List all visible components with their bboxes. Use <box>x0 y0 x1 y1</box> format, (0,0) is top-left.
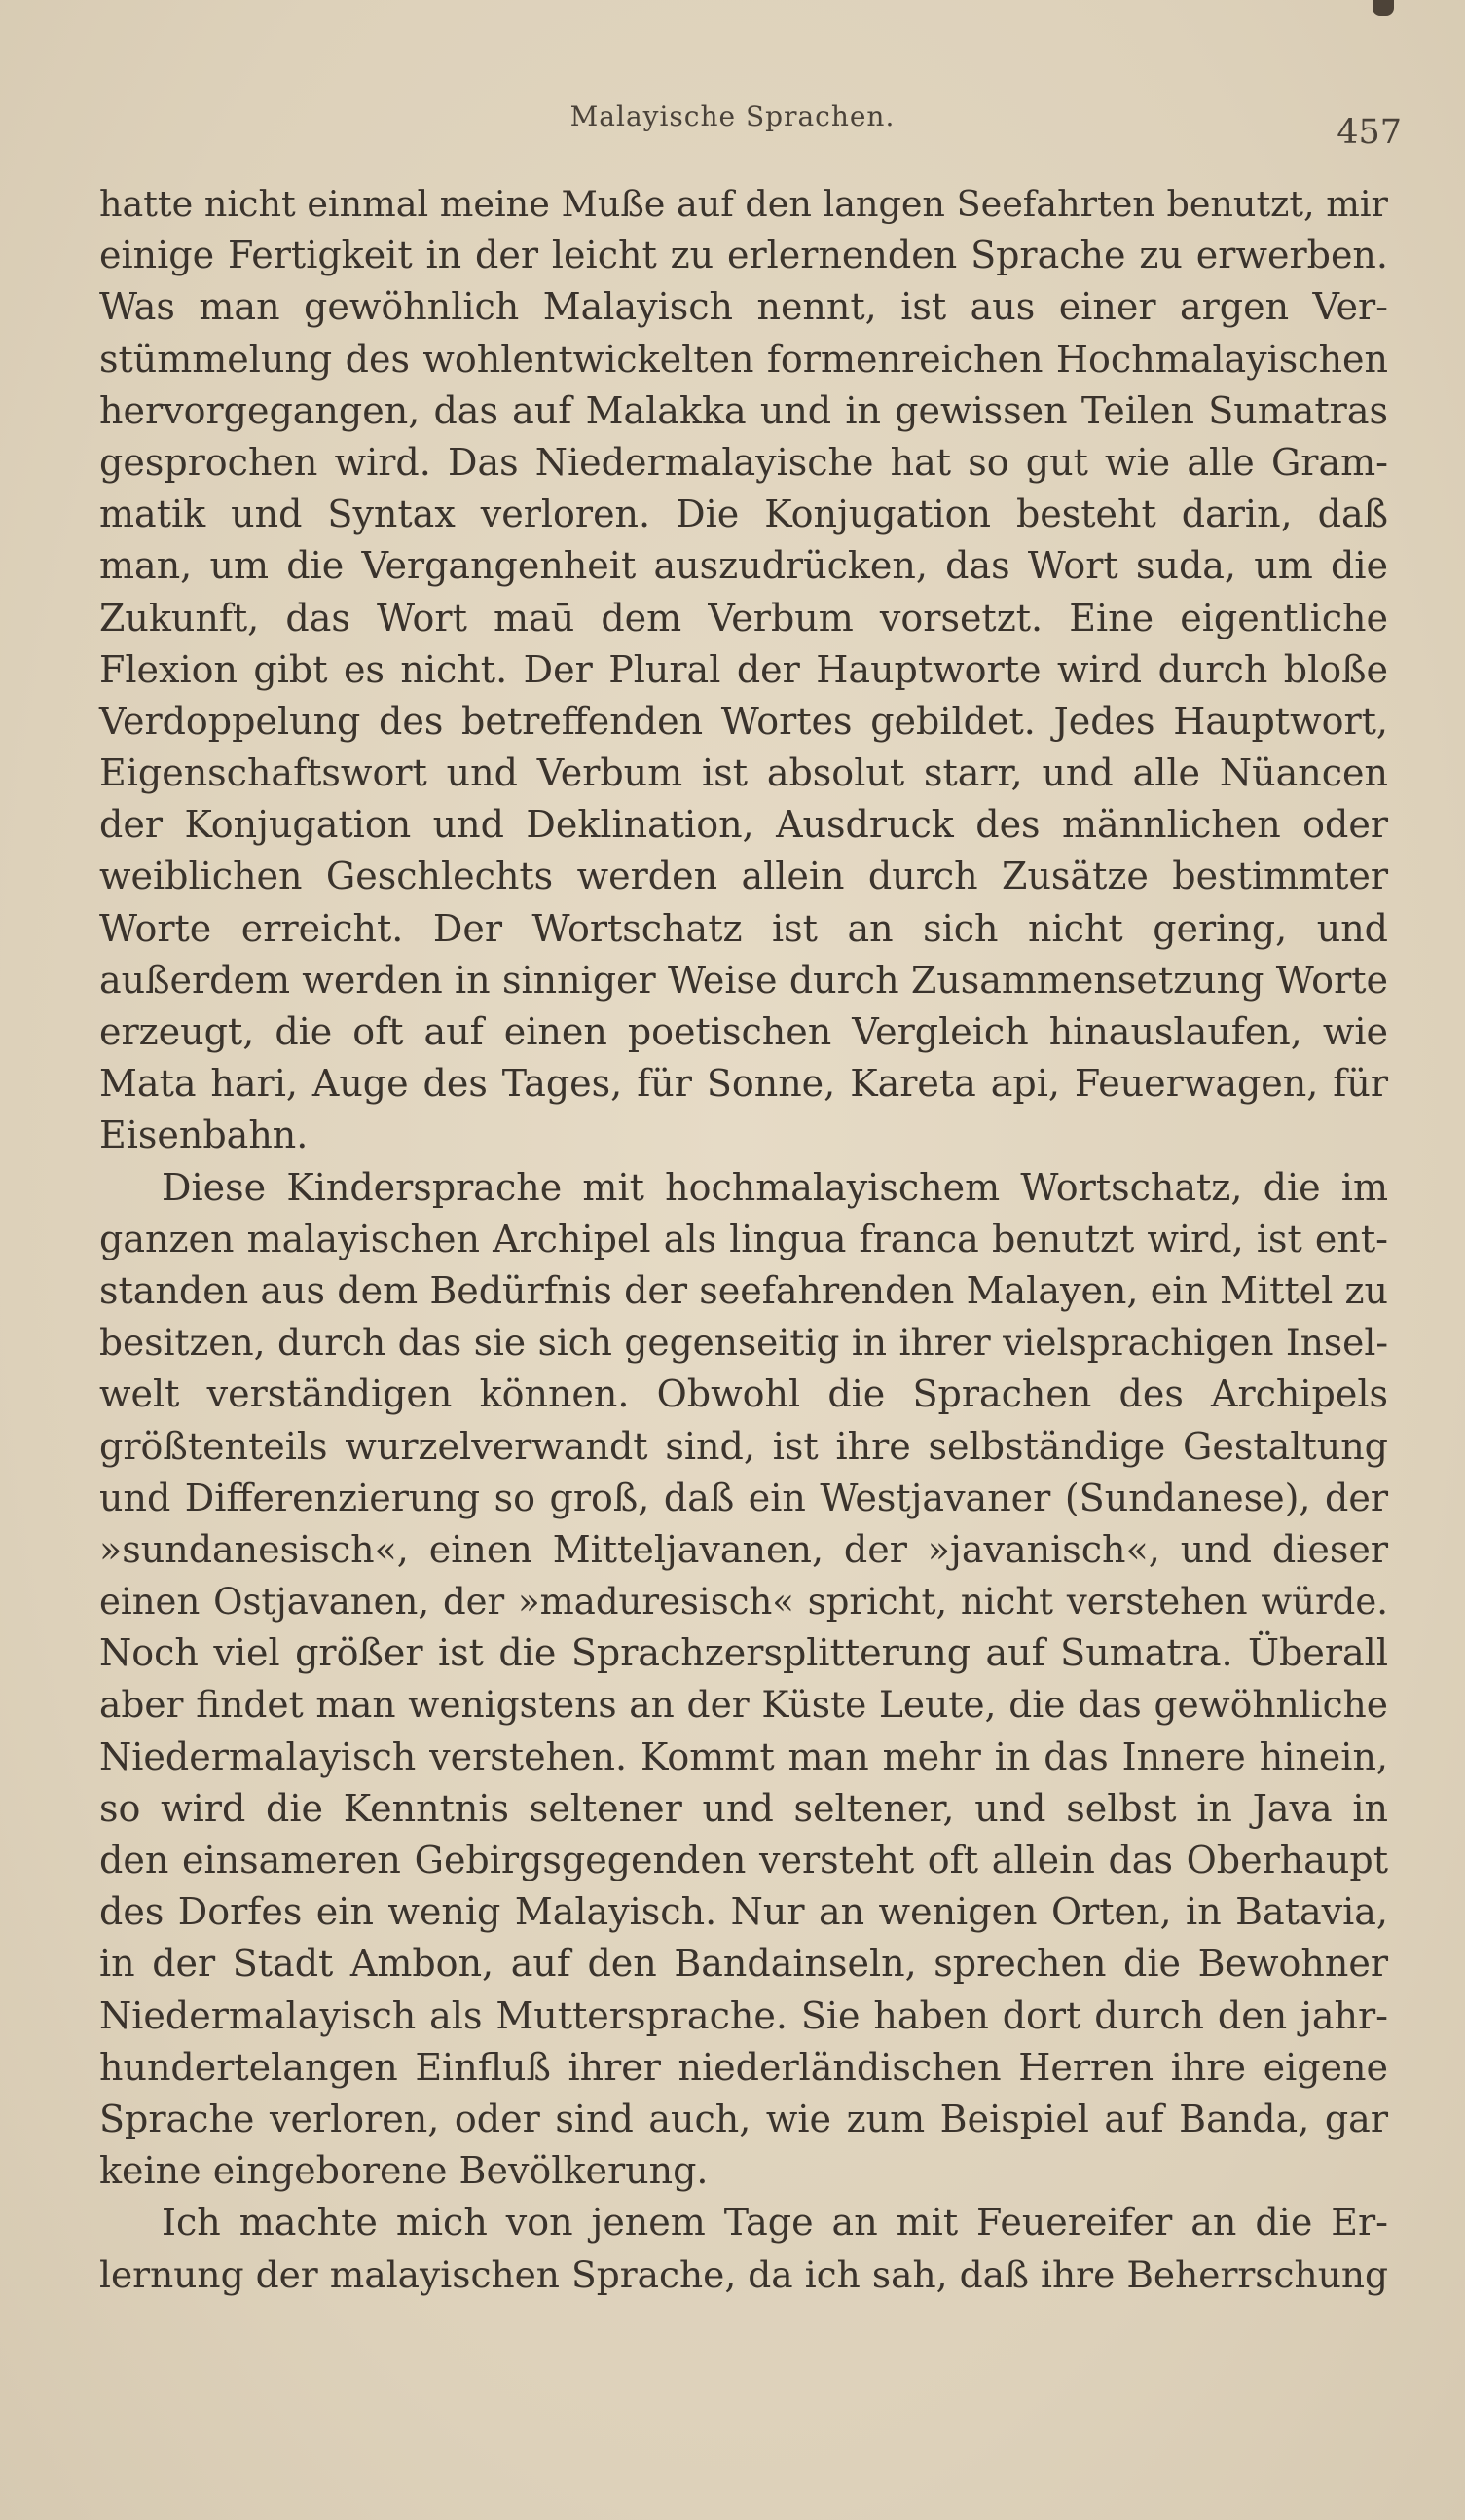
text-line: Zukunft, das Wort maū dem Verbum vorsetzt. Eine eigentliche <box>99 596 1388 639</box>
text-line: Eisenbahn. <box>99 1114 309 1157</box>
text-line: der Konjugation und Deklination, Ausdruck des männlichen oder <box>99 803 1388 847</box>
text-line: Verdoppelung des betreffenden Wortes gebildet. Jedes Hauptwort, <box>99 699 1388 743</box>
text-line: matik und Syntax verloren. Die Konjugation besteht darin, daß <box>99 493 1388 536</box>
text-line: stümmelung des wohlentwickelten formenreichen Hochmalayischen <box>99 337 1388 381</box>
text-line: größtenteils wurzelverwandt sind, ist ihre selbständige Gestaltung <box>99 1424 1388 1468</box>
text-line: Niedermalayisch verstehen. Kommt man mehr in das Innere hinein, <box>99 1735 1388 1778</box>
text-line: »sundanesisch«, einen Mitteljavanen, der »javanisch«, und dieser <box>99 1527 1388 1571</box>
text-line: einige Fertigkeit in der leicht zu erlernenden Sprache zu erwerben. <box>99 234 1388 277</box>
text-line: Niedermalayisch als Muttersprache. Sie haben dort durch den jahr- <box>99 1993 1388 2037</box>
text-line: so wird die Kenntnis seltener und seltener, und selbst in Java in <box>99 1786 1388 1830</box>
text-line: des Dorfes ein wenig Malayisch. Nur an wenigen Orten, in Batavia, <box>99 1890 1388 1934</box>
text-line: aber findet man wenigstens an der Küste Leute, die das gewöhnliche <box>99 1683 1388 1727</box>
text-line: hervorgegangen, das auf Malakka und in gewissen Teilen Sumatras <box>99 388 1388 432</box>
text-line: Mata hari, Auge des Tages, für Sonne, Kareta api, Feuerwagen, für <box>99 1062 1388 1106</box>
text-line: Noch viel größer ist die Sprachzersplitterung auf Sumatra. Überall <box>99 1631 1388 1675</box>
text-line: man, um die Vergangenheit auszudrücken, das Wort suda, um die <box>99 544 1388 588</box>
text-line: Diese Kindersprache mit hochmalayischem Wortschatz, die im <box>162 1165 1388 1209</box>
text-line: den einsameren Gebirgsgegenden versteht oft allein das Oberhaupt <box>99 1839 1388 1881</box>
text-line: gesprochen wird. Das Niedermalayische hat so gut wie alle Gram- <box>99 440 1388 484</box>
text-line: weiblichen Geschlechts werden allein durch Zusätze bestimmter <box>99 855 1388 898</box>
text-line: keine eingeborene Bevölkerung. <box>99 2149 709 2193</box>
text-line: Flexion gibt es nicht. Der Plural der Hauptworte wird durch bloße <box>99 647 1388 691</box>
ink-blot <box>1373 0 1394 16</box>
text-line: hundertelangen Einfluß ihrer niederländischen Herren ihre eigene <box>99 2045 1388 2089</box>
page-number: 457 <box>1337 113 1402 152</box>
text-line: Eigenschaftswort und Verbum ist absolut starr, und alle Nüancen <box>99 751 1388 795</box>
text-line: und Differenzierung so groß, daß ein Westjavaner (Sundanese), der <box>99 1476 1388 1519</box>
text-line: in der Stadt Ambon, auf den Bandainseln, sprechen die Bewohner <box>99 1942 1388 1986</box>
text-line: erzeugt, die oft auf einen poetischen Vergleich hinauslaufen, wie <box>99 1010 1388 1053</box>
text-line: einen Ostjavanen, der »maduresisch« spricht, nicht verstehen würde. <box>99 1581 1388 1624</box>
text-line: Worte erreicht. Der Wortschatz ist an sich nicht gering, und <box>99 906 1388 950</box>
text-line: hatte nicht einmal meine Muße auf den langen Seefahrten benutzt, mir <box>99 183 1388 225</box>
body-text <box>99 178 1388 2301</box>
running-title: Malayische Sprachen. <box>569 100 896 132</box>
text-line: außerdem werden in sinniger Weise durch Zusammensetzung Worte <box>99 958 1388 1002</box>
text-line: Sprache verloren, oder sind auch, wie zum Beispiel auf Banda, gar <box>99 2097 1388 2140</box>
text-line: standen aus dem Bedürfnis der seefahrenden Malayen, ein Mittel zu <box>99 1268 1388 1312</box>
text-line: lernung der malayischen Sprache, da ich sah, daß ihre Beherrschung <box>99 2252 1388 2296</box>
text-line: ganzen malayischen Archipel als lingua franca benutzt wird, ist ent- <box>99 1217 1388 1260</box>
text-line: besitzen, durch das sie sich gegenseitig in ihrer vielsprachigen Insel- <box>99 1321 1388 1365</box>
text-line: Was man gewöhnlich Malayisch nennt, ist aus einer argen Ver- <box>99 285 1388 329</box>
text-line: Ich machte mich von jenem Tage an mit Feuereifer an die Er- <box>162 2201 1388 2245</box>
text-line: welt verständigen können. Obwohl die Sprachen des Archipels <box>99 1372 1388 1416</box>
